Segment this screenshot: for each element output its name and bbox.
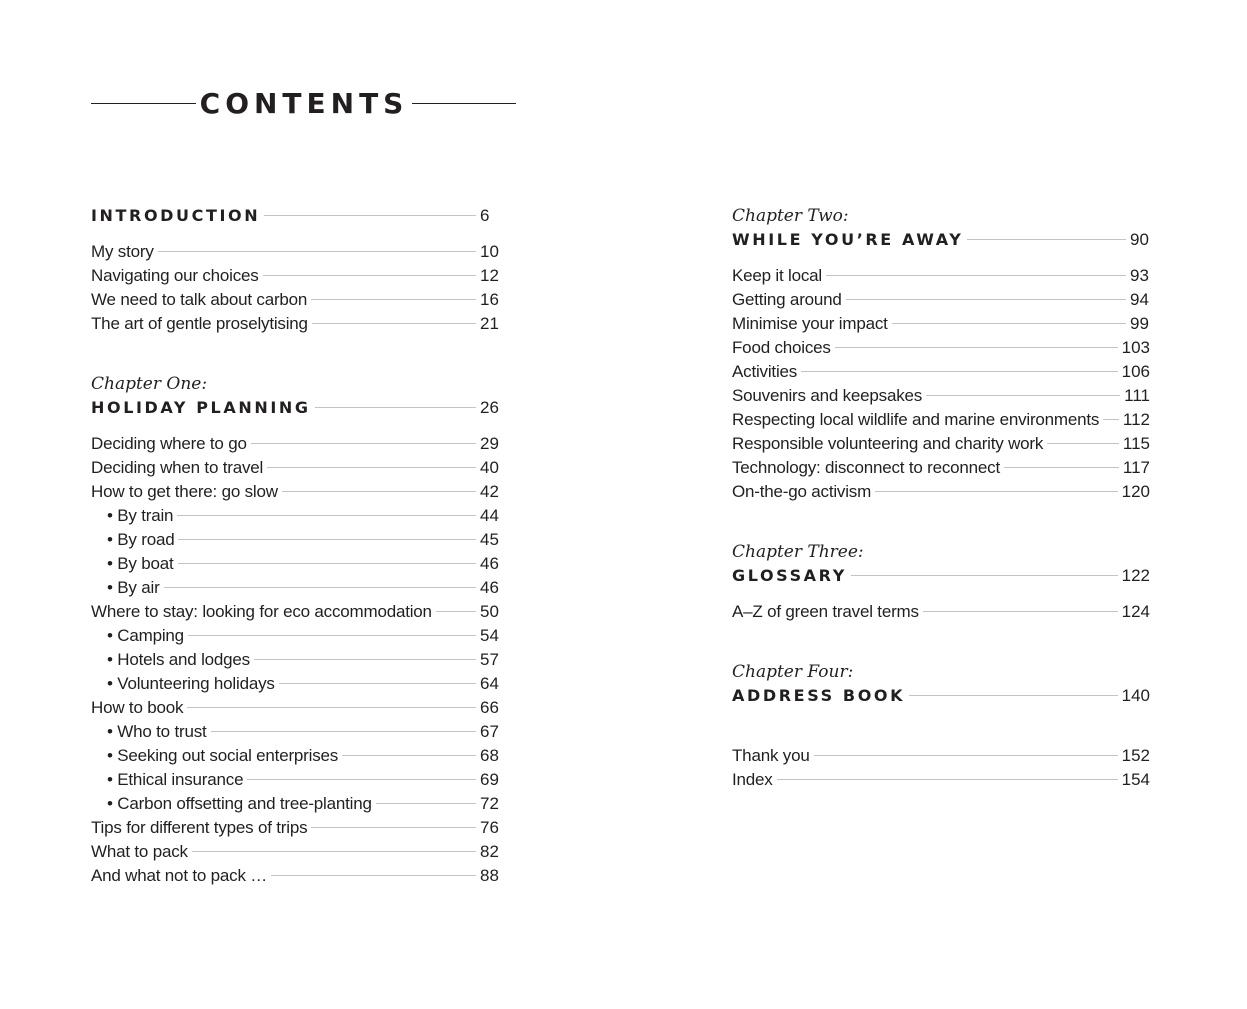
toc-entry-label: Souvenirs and keepsakes bbox=[732, 386, 923, 405]
toc-entry[interactable] bbox=[732, 408, 1150, 432]
toc-page-number: 115 bbox=[1122, 434, 1150, 453]
leader-line bbox=[315, 407, 476, 408]
toc-subentry[interactable] bbox=[91, 552, 500, 576]
chapter-label: Chapter Four: bbox=[732, 662, 854, 682]
toc-page-number: 10 bbox=[480, 242, 499, 261]
toc-page-number: 69 bbox=[480, 770, 499, 789]
toc-subentry[interactable] bbox=[91, 768, 500, 792]
leader-line bbox=[264, 215, 476, 216]
toc-page-number: 106 bbox=[1121, 362, 1150, 381]
spacer bbox=[732, 708, 1150, 744]
toc-entry[interactable] bbox=[91, 600, 500, 624]
toc-entry-label: Minimise your impact bbox=[732, 314, 888, 333]
toc-page-number: 57 bbox=[480, 650, 499, 669]
title-rule-left bbox=[91, 103, 196, 104]
toc-subentry[interactable] bbox=[91, 528, 500, 552]
toc-entry-label: Food choices bbox=[732, 338, 831, 357]
toc-page-number: 103 bbox=[1121, 338, 1150, 357]
toc-left-column bbox=[91, 204, 500, 888]
toc-page-number: 152 bbox=[1121, 746, 1150, 765]
chapter-label: Chapter Two: bbox=[732, 206, 849, 226]
leader-line bbox=[777, 779, 1118, 780]
leader-line bbox=[923, 611, 1118, 612]
toc-page-number: 12 bbox=[480, 266, 499, 285]
toc-entry-label: And what not to pack … bbox=[91, 866, 268, 885]
toc-page-number: 46 bbox=[480, 554, 499, 573]
toc-entry-label: WHILE YOU’RE AWAY bbox=[732, 230, 964, 249]
toc-entry[interactable] bbox=[732, 768, 1150, 792]
toc-page-number: 21 bbox=[480, 314, 499, 333]
toc-entry-label: ADDRESS BOOK bbox=[732, 686, 906, 705]
spacer bbox=[732, 252, 1150, 264]
leader-line bbox=[826, 275, 1126, 276]
toc-page-number: 94 bbox=[1130, 290, 1149, 309]
leader-line bbox=[1047, 443, 1119, 444]
leader-line bbox=[263, 275, 476, 276]
toc-entry[interactable] bbox=[732, 264, 1150, 288]
toc-page-number: 50 bbox=[480, 602, 499, 621]
toc-page-number: 54 bbox=[480, 626, 499, 645]
leader-line bbox=[926, 395, 1120, 396]
leader-line bbox=[851, 575, 1118, 576]
leader-line bbox=[875, 491, 1118, 492]
toc-entry[interactable] bbox=[91, 432, 500, 456]
toc-page-number: 140 bbox=[1121, 686, 1150, 705]
toc-entry-label: Thank you bbox=[732, 746, 810, 765]
leader-line bbox=[254, 659, 476, 660]
toc-entry-label: • Carbon offsetting and tree-planting bbox=[107, 794, 372, 813]
toc-subentry[interactable] bbox=[91, 576, 500, 600]
spacer bbox=[732, 588, 1150, 600]
leader-line bbox=[342, 755, 476, 756]
toc-page-number: 82 bbox=[480, 842, 499, 861]
toc-entry-label: Navigating our choices bbox=[91, 266, 259, 285]
leader-line bbox=[892, 323, 1126, 324]
toc-entry-label: • Volunteering holidays bbox=[107, 674, 275, 693]
toc-page-number: 111 bbox=[1124, 386, 1150, 405]
toc-entry[interactable] bbox=[732, 312, 1150, 336]
toc-entry-label: We need to talk about carbon bbox=[91, 290, 308, 309]
toc-entry-label: Where to stay: looking for eco accommodation bbox=[91, 602, 432, 621]
leader-line bbox=[814, 755, 1118, 756]
toc-entry-label: Keep it local bbox=[732, 266, 823, 285]
toc-page-number: 16 bbox=[480, 290, 499, 309]
toc-page-number: 42 bbox=[480, 482, 499, 501]
leader-line bbox=[158, 251, 476, 252]
leader-line bbox=[164, 587, 476, 588]
toc-entry-label: • By air bbox=[107, 578, 160, 597]
toc-entry[interactable] bbox=[91, 840, 500, 864]
toc-entry-label: • By boat bbox=[107, 554, 174, 573]
toc-entry[interactable] bbox=[91, 480, 500, 504]
toc-entry-label: • Hotels and lodges bbox=[107, 650, 250, 669]
toc-entry-label: Index bbox=[732, 770, 773, 789]
leader-line bbox=[909, 695, 1118, 696]
toc-entry-label: How to get there: go slow bbox=[91, 482, 278, 501]
leader-line bbox=[192, 851, 476, 852]
leader-line bbox=[967, 239, 1126, 240]
toc-entry-label: What to pack bbox=[91, 842, 188, 861]
toc-entry[interactable] bbox=[732, 456, 1150, 480]
title-rule-right bbox=[412, 103, 516, 104]
toc-entry-label: Getting around bbox=[732, 290, 842, 309]
toc-entry-label: Responsible volunteering and charity work bbox=[732, 434, 1044, 453]
toc-entry-label: • Seeking out social enterprises bbox=[107, 746, 339, 765]
leader-line bbox=[312, 323, 476, 324]
toc-page-number: 99 bbox=[1130, 314, 1149, 333]
toc-subentry[interactable] bbox=[91, 792, 500, 816]
leader-line bbox=[187, 707, 476, 708]
page-title: CONTENTS bbox=[199, 87, 409, 120]
toc-entry-label: Respecting local wildlife and marine environments bbox=[732, 410, 1100, 429]
toc-entry-label: • Camping bbox=[107, 626, 184, 645]
toc-entry-label: How to book bbox=[91, 698, 184, 717]
toc-section-heading[interactable] bbox=[732, 684, 1150, 708]
toc-entry[interactable] bbox=[732, 744, 1150, 768]
toc-subentry[interactable] bbox=[91, 720, 500, 744]
spacer bbox=[91, 420, 500, 432]
toc-page-number: 93 bbox=[1130, 266, 1149, 285]
toc-entry-label: Tips for different types of trips bbox=[91, 818, 308, 837]
spacer bbox=[732, 624, 1150, 660]
toc-entry[interactable] bbox=[91, 816, 500, 840]
toc-entry[interactable] bbox=[91, 864, 500, 888]
toc-entry-label: • Ethical insurance bbox=[107, 770, 244, 789]
toc-entry-label: • By road bbox=[107, 530, 175, 549]
toc-entry[interactable] bbox=[732, 480, 1150, 504]
toc-subentry[interactable] bbox=[91, 504, 500, 528]
leader-line bbox=[271, 875, 476, 876]
toc-entry-label: The art of gentle proselytising bbox=[91, 314, 308, 333]
toc-page-number: 117 bbox=[1122, 458, 1150, 477]
toc-entry-label: • Who to trust bbox=[107, 722, 207, 741]
toc-entry[interactable] bbox=[732, 360, 1150, 384]
toc-entry[interactable] bbox=[732, 288, 1150, 312]
spacer bbox=[91, 336, 500, 372]
toc-subentry[interactable] bbox=[91, 672, 500, 696]
toc-entry[interactable] bbox=[91, 696, 500, 720]
toc-right-column bbox=[732, 204, 1150, 792]
toc-entry[interactable] bbox=[732, 600, 1150, 624]
leader-line bbox=[188, 635, 476, 636]
toc-page-number: 90 bbox=[1130, 230, 1149, 249]
toc-entry[interactable] bbox=[91, 312, 500, 336]
toc-entry-label: Deciding when to travel bbox=[91, 458, 264, 477]
toc-page-number: 6 bbox=[480, 206, 490, 225]
leader-line bbox=[267, 467, 476, 468]
toc-entry[interactable] bbox=[732, 432, 1150, 456]
toc-entry-label: On-the-go activism bbox=[732, 482, 872, 501]
toc-page-number: 46 bbox=[480, 578, 499, 597]
toc-page-number: 122 bbox=[1121, 566, 1150, 585]
toc-entry[interactable] bbox=[732, 384, 1150, 408]
toc-entry[interactable] bbox=[91, 288, 500, 312]
toc-section-heading[interactable] bbox=[91, 204, 500, 228]
leader-line bbox=[282, 491, 476, 492]
toc-page-number: 72 bbox=[480, 794, 499, 813]
toc-entry-label: Technology: disconnect to reconnect bbox=[732, 458, 1001, 477]
leader-line bbox=[1004, 467, 1119, 468]
toc-section-heading[interactable] bbox=[732, 564, 1150, 588]
toc-page-number: 26 bbox=[480, 398, 499, 417]
leader-line bbox=[835, 347, 1118, 348]
leader-line bbox=[279, 683, 476, 684]
toc-entry-label: INTRODUCTION bbox=[91, 206, 261, 225]
toc-page-number: 76 bbox=[480, 818, 499, 837]
leader-line bbox=[311, 299, 476, 300]
toc-entry-label: My story bbox=[91, 242, 154, 261]
toc-section-heading[interactable] bbox=[732, 228, 1150, 252]
toc-subentry[interactable] bbox=[91, 744, 500, 768]
leader-line bbox=[801, 371, 1118, 372]
toc-page-number: 64 bbox=[480, 674, 499, 693]
spacer bbox=[732, 504, 1150, 540]
toc-page-number: 88 bbox=[480, 866, 499, 885]
toc-subentry[interactable] bbox=[91, 648, 500, 672]
toc-page-number: 29 bbox=[480, 434, 499, 453]
leader-line bbox=[376, 803, 476, 804]
leader-line bbox=[251, 443, 476, 444]
toc-page-number: 124 bbox=[1121, 602, 1150, 621]
toc-subentry[interactable] bbox=[91, 624, 500, 648]
leader-line bbox=[311, 827, 476, 828]
toc-page-number: 112 bbox=[1122, 410, 1150, 429]
toc-entry[interactable] bbox=[91, 264, 500, 288]
leader-line bbox=[436, 611, 476, 612]
toc-section-heading[interactable] bbox=[91, 396, 500, 420]
leader-line bbox=[211, 731, 476, 732]
toc-page-number: 66 bbox=[480, 698, 499, 717]
leader-line bbox=[1103, 419, 1119, 420]
chapter-label: Chapter One: bbox=[91, 374, 208, 394]
toc-page-number: 120 bbox=[1121, 482, 1150, 501]
toc-entry[interactable] bbox=[732, 336, 1150, 360]
toc-entry-label: Activities bbox=[732, 362, 798, 381]
toc-entry-label: GLOSSARY bbox=[732, 566, 847, 585]
toc-page-number: 68 bbox=[480, 746, 499, 765]
toc-page-number: 44 bbox=[480, 506, 499, 525]
spacer bbox=[91, 228, 500, 240]
leader-line bbox=[846, 299, 1126, 300]
toc-entry-label: • By train bbox=[107, 506, 174, 525]
contents-header bbox=[91, 86, 516, 122]
toc-page-number: 45 bbox=[480, 530, 499, 549]
toc-entry-label: Deciding where to go bbox=[91, 434, 247, 453]
leader-line bbox=[178, 563, 476, 564]
chapter-label: Chapter Three: bbox=[732, 542, 864, 562]
toc-entry[interactable] bbox=[91, 456, 500, 480]
toc-page-number: 67 bbox=[480, 722, 499, 741]
toc-entry-label: A–Z of green travel terms bbox=[732, 602, 919, 621]
toc-page-number: 154 bbox=[1121, 770, 1150, 789]
toc-page-number: 40 bbox=[480, 458, 499, 477]
leader-line bbox=[177, 515, 476, 516]
toc-entry[interactable] bbox=[91, 240, 500, 264]
leader-line bbox=[178, 539, 476, 540]
leader-line bbox=[247, 779, 476, 780]
toc-entry-label: HOLIDAY PLANNING bbox=[91, 398, 311, 417]
